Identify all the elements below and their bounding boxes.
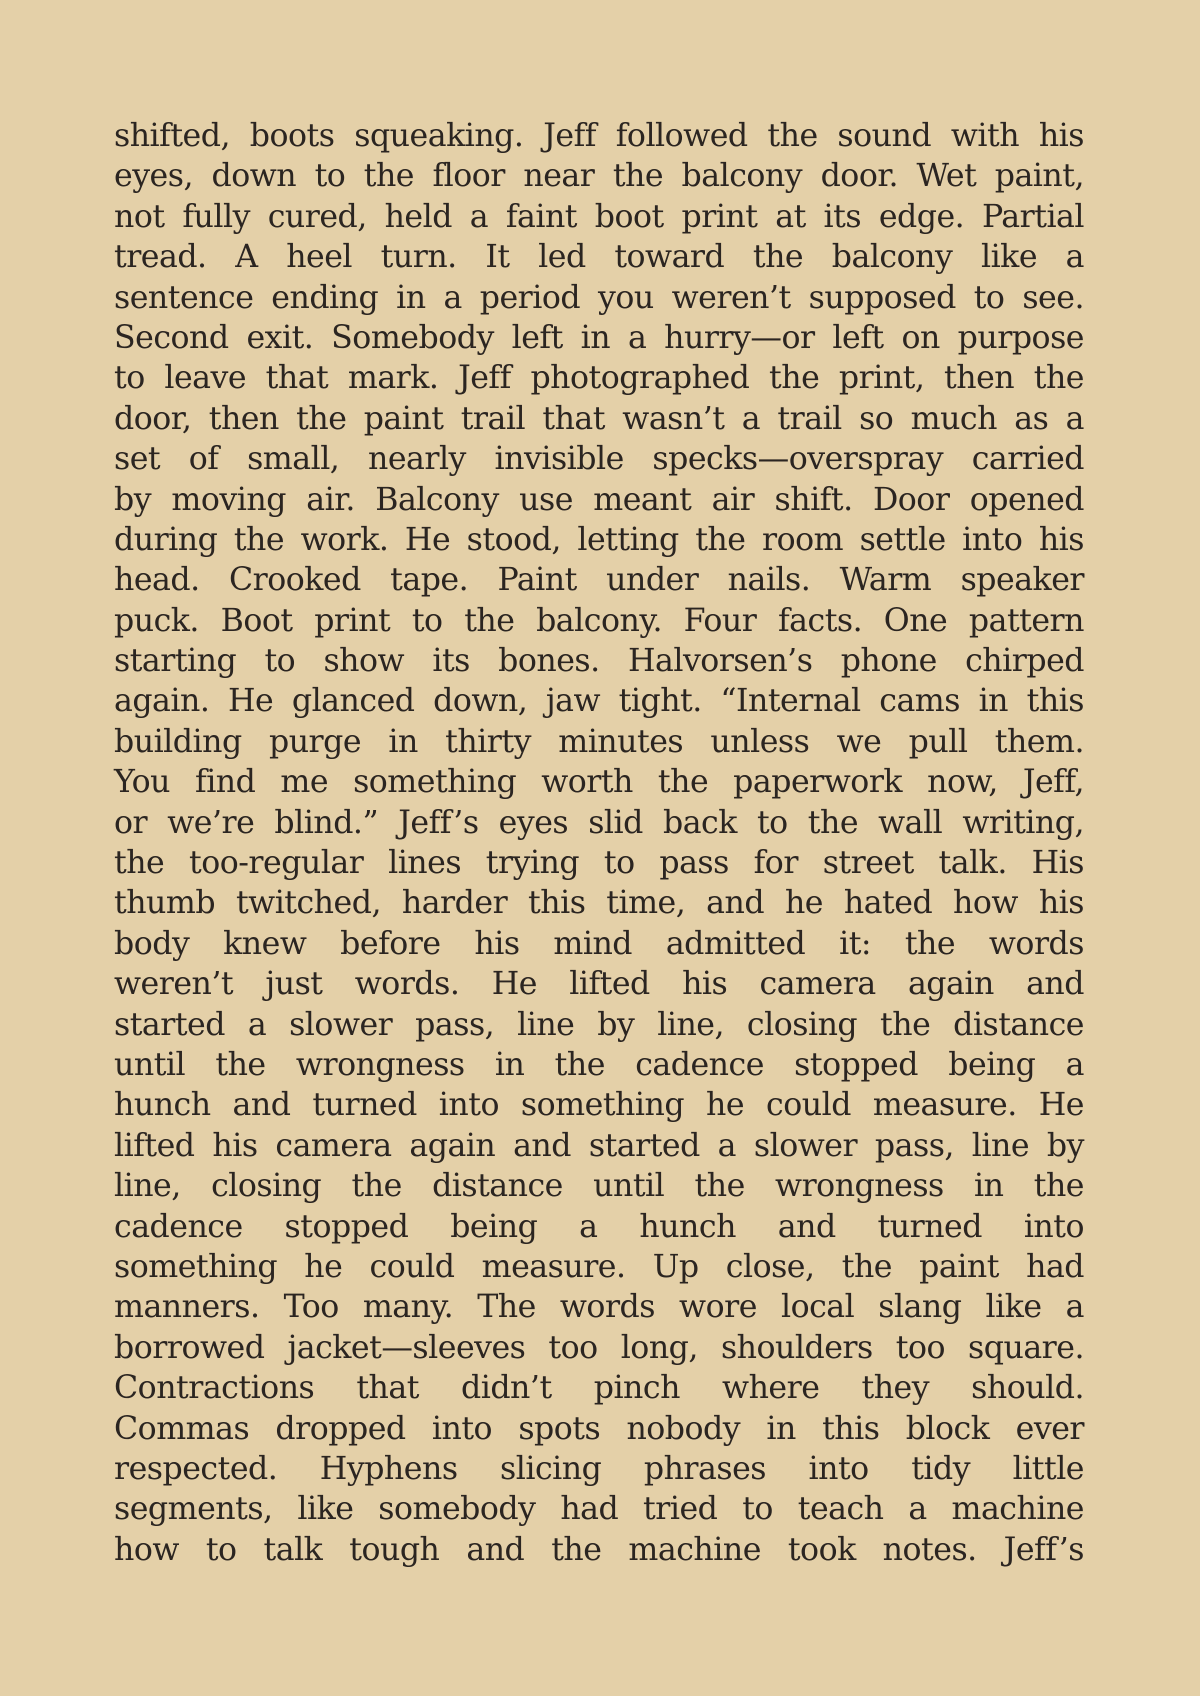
text-line: head. Crooked tape. Paint under nails. Warm speaker [114,562,1084,599]
text-line: how to talk tough and the machine took notes. Jeff’s [114,1531,1084,1568]
text-line: Contractions that didn’t pinch where they should. [114,1370,1084,1407]
body-text [114,116,1084,1586]
text-line: cadence stopped being a hunch and turned into [114,1208,1084,1245]
text-line: set of small, nearly invisible specks—overspray carried [114,441,1084,478]
text-line: or we’re blind.” Jeff’s eyes slid back to the wall writing, [114,804,1084,841]
text-line: manners. Too many. The words wore local slang like a [114,1289,1084,1326]
text-line: by moving air. Balcony use meant air shift. Door opened [114,481,1084,518]
text-line: hunch and turned into something he could measure. He [114,1087,1084,1124]
text-line: weren’t just words. He lifted his camera again and [114,966,1084,1003]
text-line: body knew before his mind admitted it: the words [114,925,1084,962]
text-line: eyes, down to the floor near the balcony door. Wet paint, [114,158,1084,195]
text-line: started a slower pass, line by line, closing the distance [114,1006,1084,1043]
text-line: tread. A heel turn. It led toward the balcony like a [114,239,1084,276]
text-line: something he could measure. Up close, the paint had [114,1248,1084,1285]
text-line: Commas dropped into spots nobody in this block ever [114,1410,1084,1447]
text-line: during the work. He stood, letting the room settle into his [114,521,1084,558]
text-line: thumb twitched, harder this time, and he hated how his [114,885,1084,922]
text-line: lifted his camera again and started a slower pass, line by [114,1127,1084,1164]
text-line: shifted, boots squeaking. Jeff followed the sound with his [114,118,1084,154]
text-line: puck. Boot print to the balcony. Four facts. One pattern [114,602,1084,639]
text-line: not fully cured, held a faint boot print at its edge. Partial [114,198,1084,235]
text-line: building purge in thirty minutes unless we pull them. [114,723,1084,760]
text-line: You find me something worth the paperwork now, Jeff, [114,764,1084,801]
text-line: to leave that mark. Jeff photographed the print, then the [114,360,1084,397]
text-line: line, closing the distance until the wrongness in the [114,1168,1084,1205]
text-line: again. He glanced down, jaw tight. “Internal cams in this [114,683,1084,720]
text-line: the too-regular lines trying to pass for street talk. His [114,845,1084,882]
text-line: segments, like somebody had tried to teach a machine [114,1491,1084,1528]
text-line: starting to show its bones. Halvorsen’s phone chirped [114,643,1084,680]
text-line: door, then the paint trail that wasn’t a trail so much as a [114,400,1084,437]
text-line: sentence ending in a period you weren’t supposed to see. [114,279,1084,316]
text-line: borrowed jacket—sleeves too long, shoulders too square. [114,1329,1084,1366]
text-line: Second exit. Somebody left in a hurry—or left on purpose [114,319,1084,356]
text-line: until the wrongness in the cadence stopped being a [114,1046,1084,1083]
text-line: respected. Hyphens slicing phrases into tidy little [114,1450,1084,1487]
